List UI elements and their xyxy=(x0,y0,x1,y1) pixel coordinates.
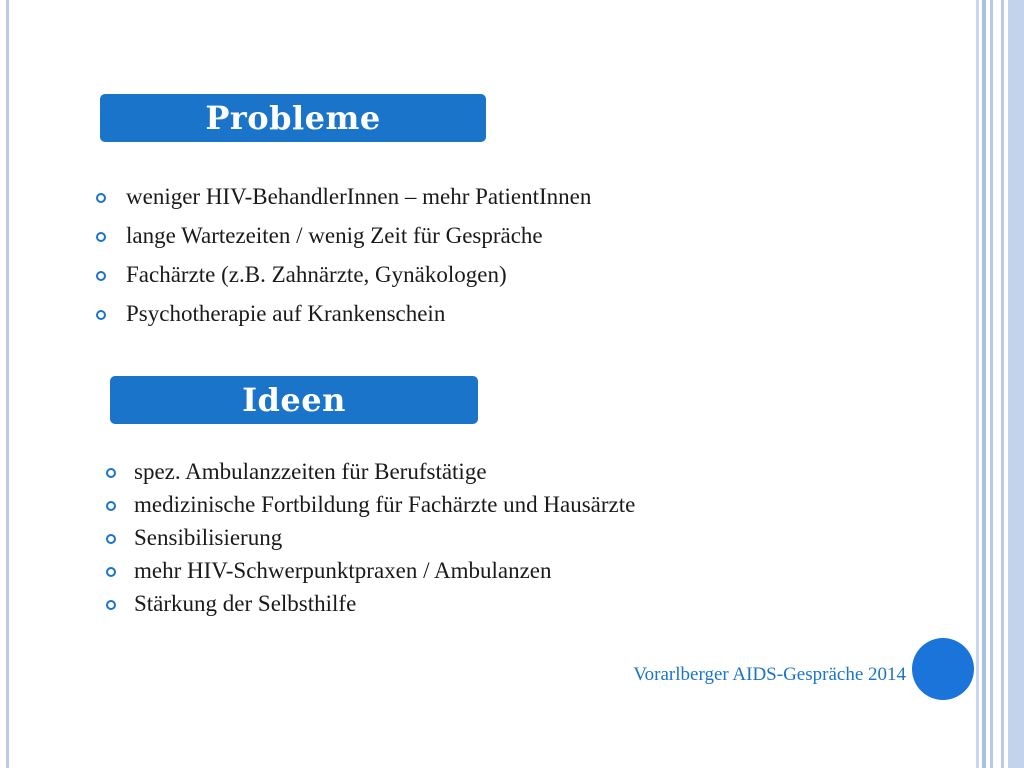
problems-list xyxy=(96,182,591,338)
bullet-circle-icon xyxy=(96,310,106,320)
bullet-circle-icon xyxy=(96,232,106,242)
slide-footer: Vorarlberger AIDS-Gespräche 2014 xyxy=(633,664,906,685)
list-item-text: Stärkung der Selbsthilfe xyxy=(134,591,357,616)
decorative-circle xyxy=(912,638,974,700)
bullet-circle-icon xyxy=(106,534,116,544)
ideas-list xyxy=(106,457,635,622)
list-item-text: medizinische Fortbildung für Fachärzte und Hausärzte xyxy=(134,492,636,517)
bullet-circle-icon xyxy=(106,501,116,511)
list-item-text: Sensibilisierung xyxy=(134,525,283,550)
list-item-text: lange Wartezeiten / wenig Zeit für Gespräche xyxy=(126,223,543,248)
list-item xyxy=(106,589,635,622)
list-item xyxy=(96,182,591,221)
bullet-circle-icon xyxy=(106,600,116,610)
bullet-circle-icon xyxy=(96,271,106,281)
left-border xyxy=(6,0,9,768)
bullet-circle-icon xyxy=(106,567,116,577)
list-item-text: weniger HIV-BehandlerInnen – mehr PatientInnen xyxy=(126,184,592,209)
bullet-circle-icon xyxy=(96,193,106,203)
section-title-ideen: Ideen xyxy=(110,376,478,424)
section-title-probleme: Probleme xyxy=(100,94,486,142)
right-decorative-stripes xyxy=(976,0,1024,768)
list-item-text: spez. Ambulanzzeiten für Berufstätige xyxy=(134,459,487,484)
list-item xyxy=(106,523,635,556)
list-item xyxy=(96,260,591,299)
list-item xyxy=(96,221,591,260)
list-item-text: Fachärzte (z.B. Zahnärzte, Gynäkologen) xyxy=(126,262,507,287)
list-item xyxy=(96,299,591,338)
list-item-text: mehr HIV-Schwerpunktpraxen / Ambulanzen xyxy=(134,558,552,583)
list-item xyxy=(106,490,635,523)
list-item xyxy=(106,457,635,490)
list-item-text: Psychotherapie auf Krankenschein xyxy=(126,301,446,326)
list-item xyxy=(106,556,635,589)
bullet-circle-icon xyxy=(106,468,116,478)
